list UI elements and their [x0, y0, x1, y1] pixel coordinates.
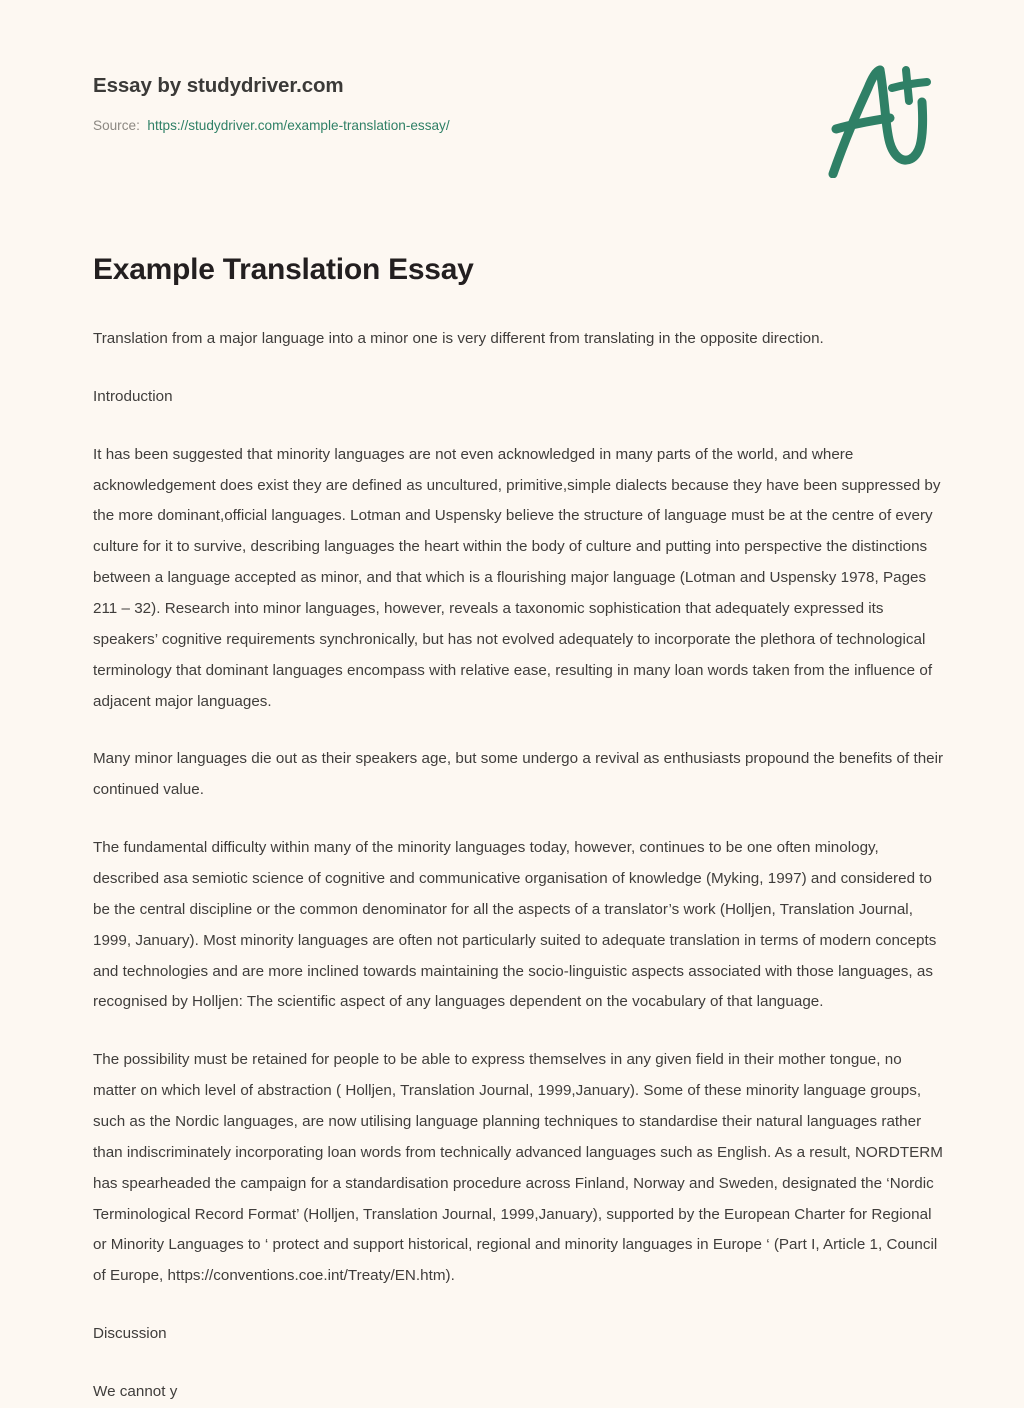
paragraph-revival: Many minor languages die out as their speakers age, but some undergo a revival as enthusiasts propound the benefits of their continued value.	[93, 750, 944, 799]
section-heading-introduction: Introduction	[93, 387, 173, 405]
paragraph-discussion-truncated: We cannot y	[93, 1383, 178, 1401]
source-url-link[interactable]: https://studydriver.com/example-translation-essay/	[147, 117, 450, 133]
article-container	[93, 196, 945, 1408]
paragraph-terminology: The fundamental difficulty within many of the minority languages today, however, continues to be one often minology, described asa semiotic science of cognitive and communicative organisation of knowledge (Myking, 1997) and considered to be the central discipline or the common denominator for all the aspects of a translator’s work (Holljen, Translation Journal, 1999, January). Most minority languages are often not particularly suited to adequate translation in terms of modern concepts and technologies and are more inclined towards maintaining the socio-linguistic aspects associated with those languages, as recognised by Holljen: The scientific aspect of any languages dependent on the vocabulary of that language.	[93, 839, 937, 1011]
page-header	[0, 0, 1024, 196]
source-label: Source:	[93, 117, 140, 133]
a-plus-logo-icon	[824, 58, 932, 178]
section-heading-discussion: Discussion	[93, 1325, 167, 1343]
logo-container	[824, 0, 960, 178]
paragraph-intro-body: It has been suggested that minority languages are not even acknowledged in many parts of the world, and where acknowledgement does exist they are defined as uncultured, primitive,simple dialects because they have been suppressed by the more dominant,official languages. Lotman and Uspensky believe the structure of language must be at the centre of every culture for it to survive, describing languages the heart within the body of culture and putting into perspective the distinctions between a language accepted as minor, and that which is a flourishing major language (Lotman and Uspensky 1978, Pages 211 – 32). Research into minor languages, however, reveals a taxonomic sophistication that adequately expressed its speakers’ cognitive requirements synchronically, but has not evolved adequately to incorporate the plethora of technological terminology that dominant languages encompass with relative ease, resulting in many loan words taken from the influence of adjacent major languages.	[93, 445, 941, 710]
paragraph-nordterm: The possibility must be retained for people to be able to express themselves in any given field in their mother tongue, no matter on which level of abstraction ( Holljen, Translation Journal, 1999,January). Some of these minority language groups, such as the Nordic languages, are now utilising language planning techniques to standardise their natural languages rather than indiscriminately incorporating loan words from technically advanced languages such as English. As a result, NORDTERM has spearheaded the campaign for a standardisation procedure across Finland, Norway and Sweden, designated the ‘Nordic Terminological Record Format’ (Holljen, Translation Journal, 1999,January), supported by the European Charter for Regional or Minority Languages to ‘ protect and support historical, regional and minority languages in Europe ‘ (Part I, Article 1, Council of Europe, https://conventions.coe.int/Treaty/EN.htm).	[93, 1051, 943, 1285]
header-text-block	[93, 0, 450, 134]
paragraph-lede: Translation from a major language into a minor one is very different from translating in the opposite direction.	[93, 330, 824, 347]
article-body	[93, 324, 945, 1408]
source-line	[93, 117, 450, 135]
page-title: Example Translation Essay	[93, 253, 474, 286]
byline: Essay by studydriver.com	[93, 74, 344, 97]
